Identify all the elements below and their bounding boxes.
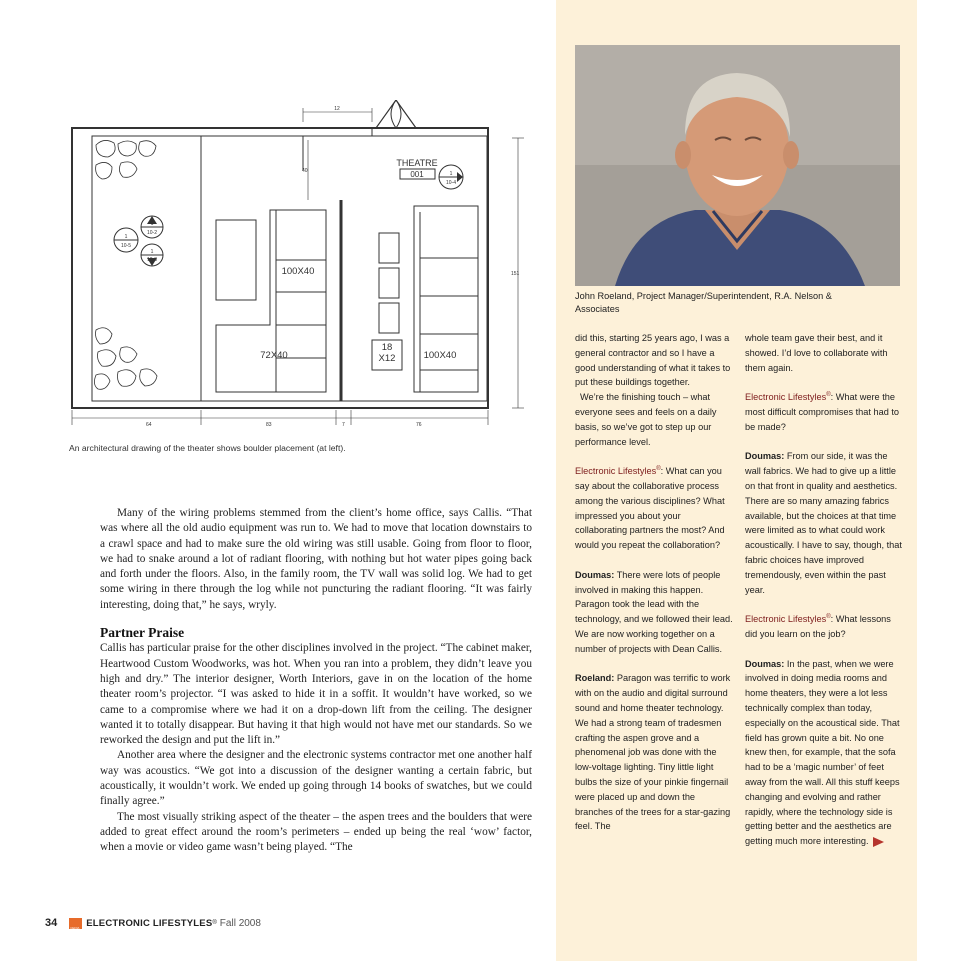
answer-text: whole team gave their best, and it showed. I’d love to collaborate with them again. bbox=[745, 333, 888, 373]
publication-name: ELECTRONIC LIFESTYLES bbox=[86, 917, 213, 929]
plan-label-b: 72X40 bbox=[260, 350, 288, 361]
interview-column-1 bbox=[575, 331, 733, 849]
registered-mark: ® bbox=[826, 392, 831, 399]
registered-mark: ® bbox=[656, 466, 661, 473]
page-number: 34 bbox=[45, 917, 58, 929]
plan-tag-num-c: 1 bbox=[124, 234, 128, 240]
answer-text: did this, starting 25 years ago, I was a general contractor and so I have a good understanding of what it takes to put these buildings together. bbox=[575, 333, 731, 388]
speaker-name: Doumas: bbox=[745, 451, 785, 462]
cedia-logo-icon bbox=[69, 918, 82, 929]
speaker-name: Doumas: bbox=[745, 658, 785, 669]
article-paragraph: Another area where the designer and the electronic systems contractor met one another half way was acoustics. “We got into a discussion of the designer wanting a certain fabric, but acoustically, it wouldn’t work. We ended up going through 14 books of swatches, but we could finally agree.” bbox=[100, 749, 532, 808]
plan-room-number: 001 bbox=[410, 170, 424, 179]
plan-tag-num: 1 bbox=[449, 171, 453, 177]
answer-text: There were lots of people involved in making this happen. Paragon took the lead with the technology, and we followed their lead. We are now working together on a number of projects with Dean Callis. bbox=[575, 569, 733, 654]
article-body bbox=[100, 506, 532, 856]
answer-block bbox=[745, 449, 903, 597]
plan-label-a: 100X40 bbox=[281, 266, 315, 277]
answer-block bbox=[575, 671, 733, 834]
question-text: : What lessons did you learn on the job? bbox=[745, 614, 891, 639]
plan-tag-b: 10-2 bbox=[146, 230, 158, 236]
plan-tag-num-d: 1 bbox=[150, 249, 154, 255]
plan-label-c-top: 18 bbox=[381, 342, 393, 353]
plan-dim-b1: 64 bbox=[146, 422, 152, 428]
plan-dim-b2: 83 bbox=[266, 422, 272, 428]
question-block bbox=[575, 464, 733, 553]
answer-text: From our side, it was the wall fabrics. We had to give up a little on that front in quality and aesthetics. There are so many amazing fabrics available, but the choices at that time were limited as to what could work acoustically. I have to say, though, that fabric choices have improved tremendously, even within the past year. bbox=[745, 451, 902, 595]
answer-text: In the past, when we were involved in doing media rooms and home theaters, they were a lot less technically complex than today, especially on the acoustical side. That field has grown quite a bit. No one knew then, for example, that the sofa had to be a ‘magic number’ of feet away from the wall. All this stuff keeps changing and evolving and rather rapidly, where the technology side is getting better and the aesthetics are getting much more interesting. bbox=[745, 658, 900, 847]
plan-dim-b4: 76 bbox=[416, 422, 422, 428]
question-brand: Electronic Lifestyles bbox=[745, 614, 827, 625]
answer-block bbox=[575, 568, 733, 657]
plan-dim-right: 151 bbox=[511, 271, 520, 277]
portrait-illustration bbox=[575, 45, 900, 286]
plan-tag-c: 10-5 bbox=[120, 243, 132, 249]
portrait-photo bbox=[575, 45, 900, 286]
registered-mark: ® bbox=[826, 614, 831, 621]
page-footer: 34 CEDIA ELECTRONIC LIFESTYLES ® Fall 2008 bbox=[45, 917, 261, 930]
question-brand: Electronic Lifestyles bbox=[745, 392, 827, 403]
plan-dim-top: 12 bbox=[334, 106, 340, 112]
question-block bbox=[745, 390, 903, 434]
plan-label-c-bottom: X12 bbox=[378, 353, 396, 364]
article-paragraph: Callis has particular praise for the other disciplines involved in the project. “The cabinet maker, Heartwood Custom Woodworks, was hot. When you ran into a problem, they didn’t leave you high and dry.” The interior designer, Worth Interiors, gave in on the location of the home theater room’s projector. “I was asked to hide it in a soffit. It wouldn’t have worked, so we came to a compromise where we had it on a drop-down lift from the ceiling. The designer wanted it to totally disappear. But having it that high would not have met our standards. So we reworked the design and put the lift in.” bbox=[100, 642, 532, 747]
plan-tag-num-b: 1 bbox=[150, 221, 154, 227]
plan-label-d: 100X40 bbox=[423, 350, 457, 361]
plan-dim-left: 40 bbox=[302, 168, 308, 174]
issue-date: Fall 2008 bbox=[219, 917, 261, 929]
photo-caption: John Roeland, Project Manager/Superintendent, R.A. Nelson & Associates bbox=[575, 291, 832, 314]
plan-caption: An architectural drawing of the theater shows boulder placement (at left). bbox=[69, 443, 346, 453]
answer-text: We’re the finishing touch – what everyone sees and feels on a daily basis, so we’ve got to step up our performance level. bbox=[575, 392, 717, 447]
plan-dim-b3: 7 bbox=[342, 422, 345, 428]
speaker-name: Doumas: bbox=[575, 569, 615, 580]
plan-tag-d: 10-3 bbox=[146, 257, 158, 263]
article-paragraph: Many of the wiring problems stemmed from the client’s home office, says Callis. “That was where all the old audio equipment was run to. We had to move that location downstairs to a crawl space and had to make sure the old wiring was still usable. Going from floor to floor, we had to snake around a lot of radiant flooring, with nothing but hot water pipes going back and forth under the floors. Also, in the family room, the TV wall was solid log. We had to get some wiring in there through the log while not puncturing the radiant flooring. “It was fairly interesting, doing that,” he says, wryly. bbox=[100, 507, 532, 611]
plan-tag-a: 10-4 bbox=[445, 180, 457, 186]
question-text: : What were the most difficult compromises that had to be made? bbox=[745, 392, 900, 432]
article-paragraph: The most visually striking aspect of the theater – the aspen trees and the boulders that were added to great effect around the room’s perimeters – ended up being the real ‘wow’ factor, when a movie or video game wasn’t being played. “The bbox=[100, 810, 532, 854]
answer-text: Paragon was terrific to work with on the audio and digital surround sound and home theater technology. We had a strong team of tradesmen crafting the aspen grove and a phenomenal job was done with the low-voltage lighting. Tiny little light bulbs the size of your pinkie fingernail were placed up and down the branches of the trees for a star-gazing feel. The bbox=[575, 673, 731, 832]
answer-block bbox=[745, 657, 903, 849]
speaker-name: Roeland: bbox=[575, 673, 615, 684]
question-text: : What can you say about the collaborative process among the various disciplines? What impressed you about your collaborating partners the most? And would you repeat the collaboration? bbox=[575, 466, 725, 551]
question-brand: Electronic Lifestyles bbox=[575, 466, 657, 477]
interview-column-2 bbox=[745, 331, 903, 864]
question-block bbox=[745, 612, 903, 642]
end-of-article-arrow-icon bbox=[873, 837, 884, 847]
section-heading: Partner Praise bbox=[100, 625, 185, 641]
floor-plan-drawing bbox=[66, 100, 536, 430]
logo-text: CEDIA bbox=[70, 925, 80, 930]
plan-room-name: THEATRE bbox=[396, 158, 438, 168]
floor-plan-svg bbox=[66, 100, 536, 430]
